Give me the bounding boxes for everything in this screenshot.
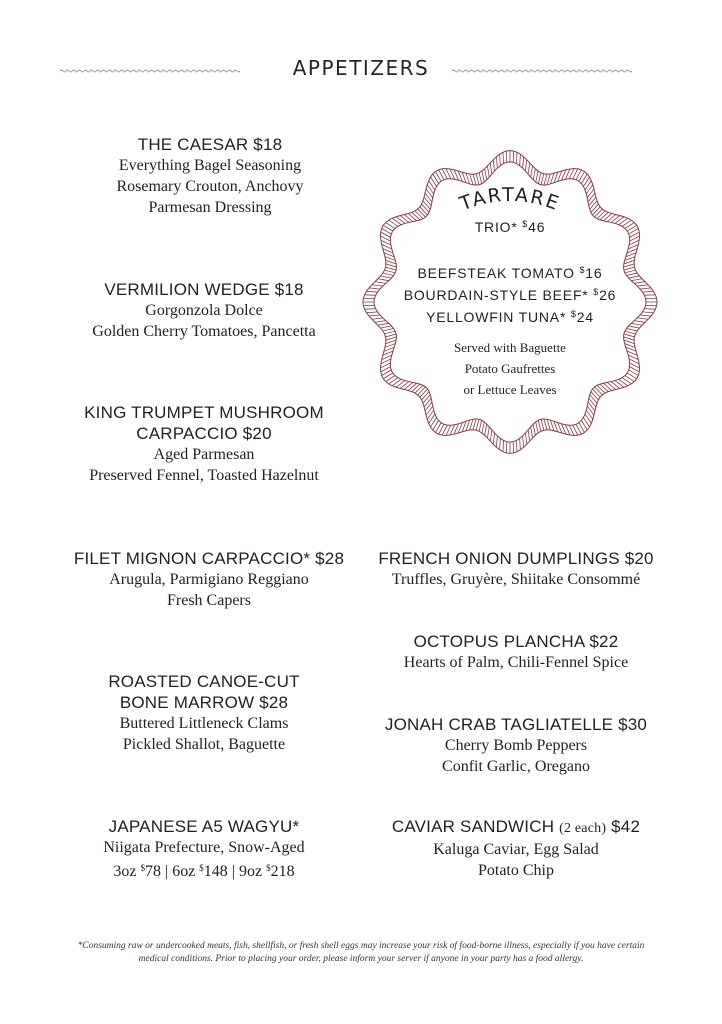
item-name: FRENCH ONION DUMPLINGS $20	[378, 549, 654, 568]
menu-item-caviar-sandwich	[366, 816, 666, 881]
item-desc: Preserved Fennel, Toasted Hazelnut	[89, 467, 319, 484]
item-name: JONAH CRAB TAGLIATELLE $30	[384, 715, 648, 734]
item-desc: Potato Chip	[477, 862, 554, 879]
item-name: JAPANESE A5 WAGYU*	[108, 817, 300, 836]
item-desc: Parmesan Dressing	[148, 199, 272, 216]
item-desc: Gorgonzola Dolce	[145, 302, 263, 319]
item-desc: Niigata Prefecture, Snow-Aged	[103, 839, 305, 856]
svg-text:TARTARE	[456, 184, 563, 216]
menu-item-filet-mignon-carpaccio	[54, 548, 364, 611]
item-name: CARPACCIO $20	[136, 424, 272, 443]
menu-item-french-onion-dumplings	[366, 548, 666, 590]
item-name: THE CAESAR $18	[137, 135, 283, 154]
item-name: BONE MARROW $28	[119, 693, 289, 712]
item-desc: Pickled Shallot, Baguette	[122, 736, 286, 753]
tartare-badge	[360, 147, 660, 457]
item-name: ROASTED CANOE-CUT	[108, 672, 300, 691]
tartare-item: YELLOWFIN TUNA* $24	[426, 309, 594, 325]
item-name: FILET MIGNON CARPACCIO* $28	[73, 549, 345, 568]
item-desc: Aged Parmesan	[153, 446, 255, 463]
tartare-item: BOURDAIN-STYLE BEEF* $26	[403, 287, 617, 303]
tartare-trio: TRIO* $46	[474, 219, 546, 235]
wagyu-sizes: 3oz $78 | 6oz $148 | 9oz $218	[113, 863, 295, 880]
menu-item-king-trumpet	[54, 402, 354, 486]
item-desc: Rosemary Crouton, Anchovy	[116, 178, 304, 195]
item-desc: Everything Bagel Seasoning	[118, 157, 302, 174]
menu-item-jonah-crab-tagliatelle	[366, 714, 666, 777]
item-desc: Golden Cherry Tomatoes, Pancetta	[92, 323, 316, 340]
item-desc: Truffles, Gruyère, Shiitake Consommé	[391, 571, 641, 588]
menu-item-octopus-plancha	[366, 631, 666, 673]
item-name: OCTOPUS PLANCHA $22	[413, 632, 619, 651]
item-name: CAVIAR SANDWICH (2 each) $42	[391, 817, 641, 836]
tartare-item: BEEFSTEAK TOMATO $16	[417, 265, 603, 281]
tartare-served-with: Served with Baguette Potato Gaufrettes or Lettuce Leaves	[454, 340, 566, 397]
item-desc: Kaluga Caviar, Egg Salad	[433, 841, 599, 858]
item-desc: Cherry Bomb Peppers	[444, 737, 588, 754]
item-desc: Arugula, Parmigiano Reggiano	[109, 571, 309, 588]
item-desc: Hearts of Palm, Chili-Fennel Spice	[403, 654, 629, 671]
menu-item-bone-marrow	[54, 671, 354, 755]
item-name: KING TRUMPET MUSHROOM	[84, 403, 324, 422]
menu-item-caesar	[60, 134, 360, 218]
menu-item-a5-wagyu	[54, 816, 354, 882]
item-desc: Confit Garlic, Oregano	[442, 758, 590, 775]
tartare-items	[360, 261, 660, 327]
tartare-title: TARTARE	[456, 183, 564, 216]
item-name: VERMILION WEDGE $18	[104, 280, 304, 299]
menu-item-vermilion-wedge	[54, 279, 354, 342]
item-desc: Fresh Capers	[167, 592, 251, 609]
item-desc: Buttered Littleneck Clams	[119, 715, 289, 732]
wavy-rule-right	[452, 66, 632, 76]
food-safety-disclaimer: *Consuming raw or undercooked meats, fish, shellfish, or fresh shell eggs may increase your risk of food-borne illness, especially if you have certain medical conditions. Prior to placing your order, please inform your server if anyone in your party has a food allergy.	[77, 941, 645, 964]
section-title: APPETIZERS	[292, 56, 430, 80]
